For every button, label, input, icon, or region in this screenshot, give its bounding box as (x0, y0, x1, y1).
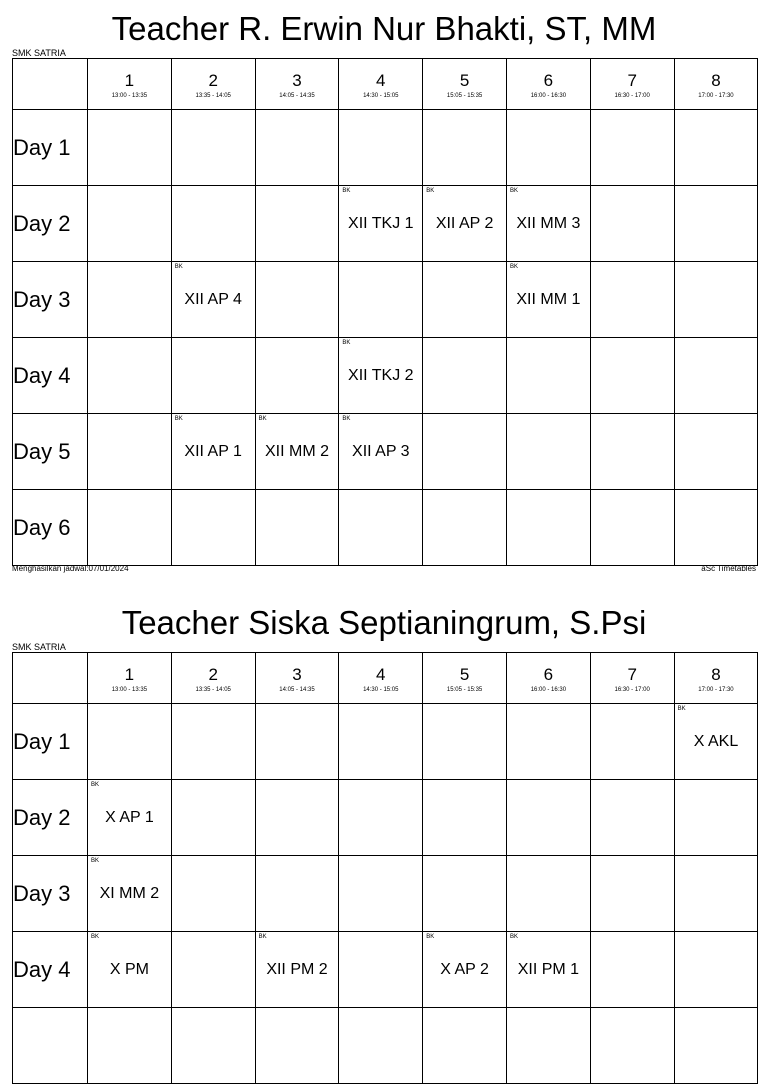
empty-cell (590, 338, 674, 414)
class-name: X AKL (693, 732, 739, 750)
empty-cell (171, 490, 255, 566)
empty-cell (590, 186, 674, 262)
subject-code: BK (509, 934, 518, 940)
empty-cell (674, 110, 758, 186)
empty-cell (590, 110, 674, 186)
period-header (423, 59, 507, 110)
class-name: XII TKJ 2 (348, 366, 414, 384)
class-name: XII AP 3 (352, 442, 410, 460)
day-row (13, 704, 758, 780)
empty-cell (88, 186, 172, 262)
empty-cell (255, 704, 339, 780)
period-number: 1 (124, 665, 135, 684)
school-name: SMK SATRIA (12, 642, 66, 652)
day-label: Day 6 (13, 490, 88, 566)
empty-cell (339, 704, 423, 780)
empty-cell (171, 338, 255, 414)
day-row (13, 338, 758, 414)
empty-cell (339, 856, 423, 932)
day-row (13, 490, 758, 566)
class-name: XII PM 1 (517, 960, 580, 978)
empty-cell (423, 856, 507, 932)
period-number: 4 (376, 665, 386, 684)
timetable-grid (12, 652, 758, 1084)
empty-cell (88, 414, 172, 490)
empty-cell (674, 932, 758, 1008)
period-number: 7 (627, 71, 637, 90)
empty-cell (506, 704, 590, 780)
class-name: X AP 1 (105, 808, 154, 826)
day-row (13, 932, 758, 1008)
empty-cell (339, 110, 423, 186)
empty-cell (88, 704, 172, 780)
subject-code: BK (91, 858, 100, 864)
period-time: 14:05 - 14:35 (279, 93, 315, 99)
empty-cell (339, 780, 423, 856)
class-name: XII AP 4 (184, 290, 242, 308)
generated-date: Menghasilkan jadwal:07/01/2024 (12, 564, 129, 573)
period-header-row (13, 653, 758, 704)
period-number: 8 (711, 71, 721, 90)
day-label: Day 4 (13, 932, 88, 1008)
empty-cell (339, 490, 423, 566)
empty-cell (506, 338, 590, 414)
empty-cell (339, 932, 423, 1008)
period-time: 14:05 - 14:35 (279, 687, 315, 693)
period-time: 16:30 - 17:00 (614, 93, 650, 99)
period-time: 16:00 - 16:30 (530, 687, 567, 693)
period-number: 6 (543, 665, 554, 684)
empty-cell (88, 262, 172, 338)
empty-cell (590, 1008, 674, 1084)
empty-cell (255, 780, 339, 856)
timetable-title: Teacher R. Erwin Nur Bhakti, ST, MM (111, 10, 657, 47)
period-header (506, 653, 590, 704)
empty-cell (506, 856, 590, 932)
empty-cell (506, 414, 590, 490)
empty-cell (339, 1008, 423, 1084)
empty-cell (674, 856, 758, 932)
day-label: Day 5 (13, 414, 88, 490)
subject-code: BK (342, 188, 351, 194)
empty-cell (674, 262, 758, 338)
period-number: 4 (376, 71, 386, 90)
empty-cell (339, 262, 423, 338)
lesson-cell (506, 186, 590, 262)
period-time: 16:00 - 16:30 (530, 93, 567, 99)
empty-cell (171, 932, 255, 1008)
empty-cell (590, 490, 674, 566)
day-label: Day 1 (13, 110, 88, 186)
subject-code: BK (174, 416, 183, 422)
subject-code: BK (258, 934, 267, 940)
lesson-cell (339, 338, 423, 414)
class-name: XI MM 2 (99, 884, 160, 902)
period-header (590, 653, 674, 704)
subject-code: BK (509, 264, 518, 270)
subject-code: BK (426, 934, 435, 940)
empty-cell (590, 932, 674, 1008)
period-time: 14:30 - 15:05 (363, 687, 399, 693)
empty-cell (423, 490, 507, 566)
day-label: Day 2 (13, 780, 88, 856)
period-header (255, 59, 339, 110)
period-header-row (13, 59, 758, 110)
empty-cell (423, 704, 507, 780)
empty-cell (255, 338, 339, 414)
empty-cell (674, 490, 758, 566)
empty-cell (171, 1008, 255, 1084)
empty-cell (423, 262, 507, 338)
empty-cell (423, 1008, 507, 1084)
day-row (13, 780, 758, 856)
subject-code: BK (91, 782, 100, 788)
period-number: 3 (292, 665, 302, 684)
school-name: SMK SATRIA (12, 48, 66, 58)
empty-cell (506, 490, 590, 566)
subject-code: BK (677, 706, 686, 712)
day-label: Day 1 (13, 704, 88, 780)
period-header (171, 653, 255, 704)
period-header (506, 59, 590, 110)
lesson-cell (423, 186, 507, 262)
empty-cell (590, 262, 674, 338)
subject-code: BK (258, 416, 267, 422)
empty-cell (674, 1008, 758, 1084)
period-time: 14:30 - 15:05 (363, 93, 399, 99)
day-row (13, 414, 758, 490)
empty-cell (674, 338, 758, 414)
empty-cell (590, 414, 674, 490)
empty-cell (423, 338, 507, 414)
empty-cell (171, 780, 255, 856)
corner-cell (13, 59, 88, 110)
day-label (13, 1008, 88, 1084)
period-header (88, 59, 172, 110)
timetable-title: Teacher Siska Septianingrum, S.Psi (121, 604, 647, 641)
period-time: 13:00 - 13:35 (111, 93, 148, 99)
empty-cell (506, 1008, 590, 1084)
empty-cell (255, 1008, 339, 1084)
period-time: 13:00 - 13:35 (111, 687, 148, 693)
subject-code: BK (342, 416, 351, 422)
period-header (674, 59, 758, 110)
corner-cell (13, 653, 88, 704)
empty-cell (255, 262, 339, 338)
lesson-cell (506, 932, 590, 1008)
empty-cell (171, 856, 255, 932)
empty-cell (674, 414, 758, 490)
empty-cell (88, 490, 172, 566)
empty-cell (255, 856, 339, 932)
period-number: 5 (459, 665, 470, 684)
class-name: XII MM 2 (264, 442, 329, 460)
class-name: XII AP 2 (435, 214, 494, 232)
day-row (13, 856, 758, 932)
empty-cell (590, 704, 674, 780)
class-name: XII PM 2 (266, 960, 328, 978)
day-label: Day 4 (13, 338, 88, 414)
empty-cell (590, 856, 674, 932)
day-row (13, 1008, 758, 1084)
lesson-cell (423, 932, 507, 1008)
lesson-cell (506, 262, 590, 338)
empty-cell (423, 110, 507, 186)
empty-cell (171, 186, 255, 262)
period-time: 15:05 - 15:35 (446, 687, 483, 693)
period-number: 6 (543, 71, 554, 90)
empty-cell (506, 110, 590, 186)
subject-code: BK (342, 340, 351, 346)
empty-cell (255, 490, 339, 566)
lesson-cell (255, 414, 339, 490)
subject-code: BK (174, 264, 183, 270)
period-number: 2 (208, 71, 218, 90)
lesson-cell (255, 932, 339, 1008)
class-name: XII MM 3 (516, 214, 581, 232)
period-number: 8 (711, 665, 721, 684)
period-header (339, 59, 423, 110)
empty-cell (255, 110, 339, 186)
period-header (590, 59, 674, 110)
period-number: 5 (459, 71, 470, 90)
lesson-cell (88, 856, 172, 932)
empty-cell (423, 780, 507, 856)
period-time: 17:00 - 17:30 (698, 687, 734, 693)
period-time: 13:35 - 14:05 (195, 93, 231, 99)
period-number: 1 (124, 71, 135, 90)
period-number: 3 (292, 71, 302, 90)
software-credit: aSc Timetables (701, 564, 756, 573)
lesson-cell (339, 414, 423, 490)
empty-cell (88, 338, 172, 414)
lesson-cell (339, 186, 423, 262)
day-row (13, 110, 758, 186)
day-label: Day 3 (13, 262, 88, 338)
period-number: 2 (208, 665, 218, 684)
empty-cell (88, 110, 172, 186)
empty-cell (506, 780, 590, 856)
class-name: XII AP 1 (184, 442, 242, 460)
empty-cell (674, 186, 758, 262)
day-label: Day 2 (13, 186, 88, 262)
lesson-cell (171, 262, 255, 338)
class-name: X AP 2 (440, 960, 489, 978)
empty-cell (590, 780, 674, 856)
period-header (674, 653, 758, 704)
period-header (423, 653, 507, 704)
lesson-cell (88, 780, 172, 856)
day-row (13, 186, 758, 262)
class-name: X PM (109, 960, 149, 978)
class-name: XII TKJ 1 (348, 214, 414, 232)
empty-cell (674, 780, 758, 856)
period-time: 17:00 - 17:30 (698, 93, 734, 99)
period-number: 7 (627, 665, 637, 684)
lesson-cell (171, 414, 255, 490)
empty-cell (423, 414, 507, 490)
lesson-cell (88, 932, 172, 1008)
period-header (171, 59, 255, 110)
period-header (339, 653, 423, 704)
lesson-cell (674, 704, 758, 780)
period-header (88, 653, 172, 704)
empty-cell (88, 1008, 172, 1084)
class-name: XII MM 1 (516, 290, 581, 308)
period-header (255, 653, 339, 704)
timetable-grid (12, 58, 758, 566)
empty-cell (171, 704, 255, 780)
empty-cell (255, 186, 339, 262)
period-time: 13:35 - 14:05 (195, 687, 231, 693)
subject-code: BK (426, 188, 435, 194)
period-time: 15:05 - 15:35 (446, 93, 483, 99)
subject-code: BK (91, 934, 100, 940)
period-time: 16:30 - 17:00 (614, 687, 650, 693)
day-row (13, 262, 758, 338)
subject-code: BK (509, 188, 518, 194)
day-label: Day 3 (13, 856, 88, 932)
empty-cell (171, 110, 255, 186)
